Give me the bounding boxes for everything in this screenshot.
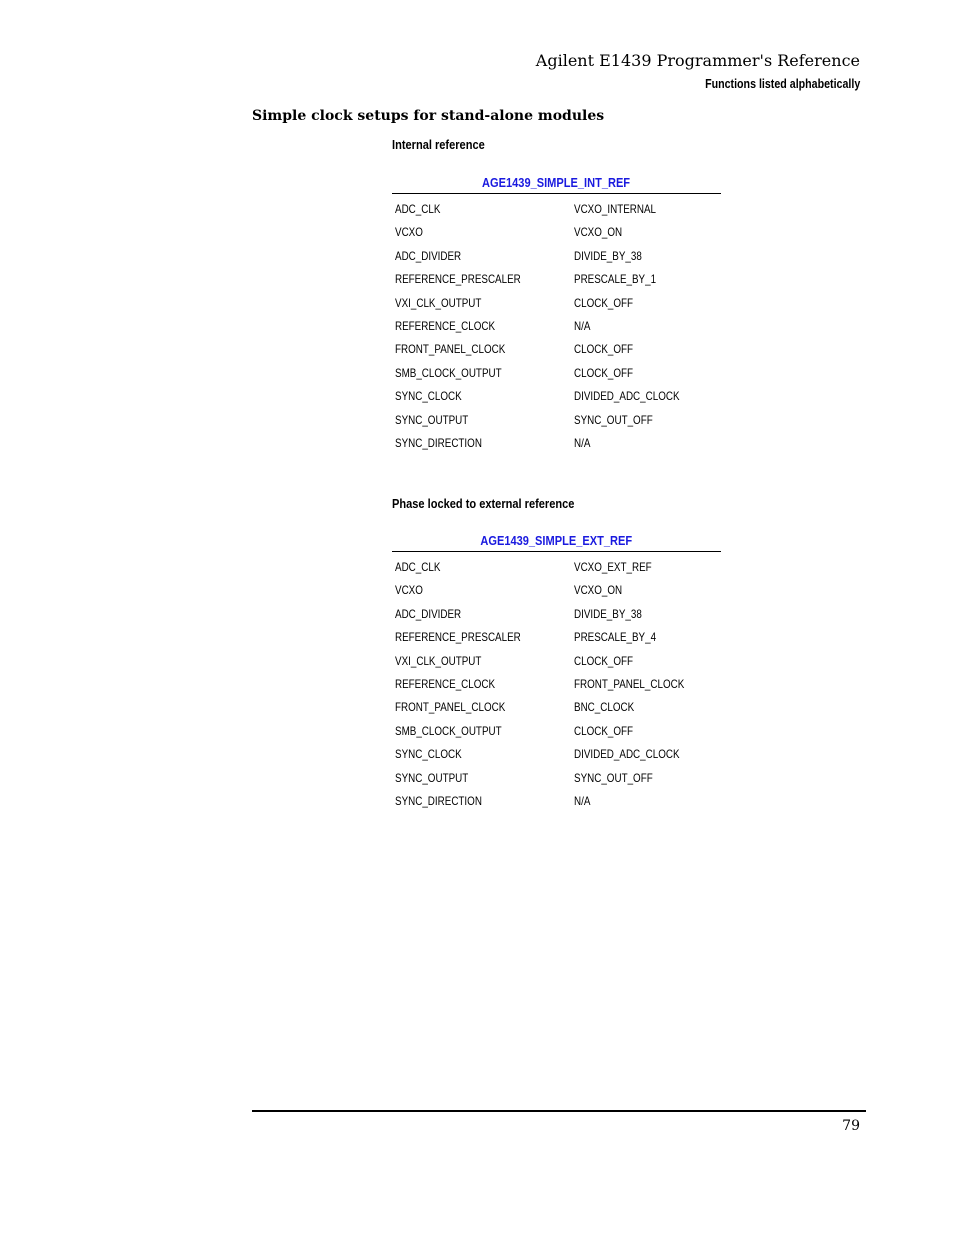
table-row xyxy=(392,245,721,268)
table-row xyxy=(392,409,721,432)
param-value: SYNC_OUT_OFF xyxy=(574,412,653,427)
param-name: REFERENCE_PRESCALER xyxy=(395,630,521,645)
ext-ref-table xyxy=(392,531,721,813)
param-value: N/A xyxy=(574,793,591,808)
param-name: ADC_DIVIDER xyxy=(395,248,462,263)
param-name: FRONT_PANEL_CLOCK xyxy=(395,342,506,357)
param-name: VXI_CLK_OUTPUT xyxy=(395,653,482,668)
param-value: CLOCK_OFF xyxy=(574,295,634,310)
ext-ref-table-title-text: AGE1439_SIMPLE_EXT_REF xyxy=(480,533,633,548)
param-name: ADC_CLK xyxy=(395,560,441,574)
param-name: VXI_CLK_OUTPUT xyxy=(395,295,482,310)
param-value: CLOCK_OFF xyxy=(574,342,634,357)
page-number: 79 xyxy=(842,1118,860,1134)
table-row xyxy=(392,720,721,743)
param-name: SYNC_OUTPUT xyxy=(395,770,469,785)
table-row xyxy=(392,626,721,649)
table-row xyxy=(392,385,721,408)
param-name: REFERENCE_PRESCALER xyxy=(395,272,521,287)
footer-rule xyxy=(252,1110,866,1112)
param-value: SYNC_OUT_OFF xyxy=(574,770,653,785)
running-header-title: Agilent E1439 Programmer's Reference xyxy=(535,51,860,70)
param-name: SMB_CLOCK_OUTPUT xyxy=(395,723,502,738)
param-value: FRONT_PANEL_CLOCK xyxy=(574,676,685,691)
table-row xyxy=(392,556,721,579)
table-row xyxy=(392,673,721,696)
table-row xyxy=(392,650,721,673)
param-value: DIVIDE_BY_38 xyxy=(574,606,642,621)
param-value: DIVIDE_BY_38 xyxy=(574,248,642,263)
param-value: VCXO_ON xyxy=(574,583,623,598)
param-name: REFERENCE_CLOCK xyxy=(395,318,496,333)
int-ref-table-title-text: AGE1439_SIMPLE_INT_REF xyxy=(482,175,631,190)
int-ref-table-title xyxy=(392,173,721,194)
table-row xyxy=(392,743,721,766)
param-value: DIVIDED_ADC_CLOCK xyxy=(574,747,680,762)
running-header-subtitle: Functions listed alphabetically xyxy=(704,76,860,91)
table-row xyxy=(392,767,721,790)
ext-ref-table-title xyxy=(392,531,721,552)
external-reference-heading: Phase locked to external reference xyxy=(392,496,575,511)
param-value: CLOCK_OFF xyxy=(574,723,634,738)
param-value: CLOCK_OFF xyxy=(574,365,634,380)
param-name: VCXO xyxy=(395,583,423,598)
table-row xyxy=(392,603,721,626)
param-name: REFERENCE_CLOCK xyxy=(395,676,496,691)
param-value: VCXO_ON xyxy=(574,225,623,240)
table-row xyxy=(392,292,721,315)
param-value: DIVIDED_ADC_CLOCK xyxy=(574,389,680,404)
table-row xyxy=(392,221,721,244)
param-name: VCXO xyxy=(395,225,423,240)
ext-ref-table-rows xyxy=(392,556,721,813)
param-name: SYNC_OUTPUT xyxy=(395,412,469,427)
param-name: SYNC_DIRECTION xyxy=(395,793,482,808)
param-value: N/A xyxy=(574,435,591,450)
param-name: SMB_CLOCK_OUTPUT xyxy=(395,365,502,380)
int-ref-table xyxy=(392,173,721,455)
param-value: PRESCALE_BY_1 xyxy=(574,272,657,287)
param-value: BNC_CLOCK xyxy=(574,700,635,715)
int-ref-table-rows xyxy=(392,198,721,455)
table-row xyxy=(392,696,721,719)
table-row xyxy=(392,198,721,221)
param-value: CLOCK_OFF xyxy=(574,653,634,668)
table-row xyxy=(392,790,721,813)
param-name: SYNC_CLOCK xyxy=(395,389,462,404)
table-row xyxy=(392,432,721,455)
internal-reference-heading: Internal reference xyxy=(392,137,485,152)
param-value: PRESCALE_BY_4 xyxy=(574,630,657,645)
table-row xyxy=(392,338,721,361)
table-row xyxy=(392,362,721,385)
param-value: VCXO_INTERNAL xyxy=(574,202,657,216)
param-name: FRONT_PANEL_CLOCK xyxy=(395,700,506,715)
table-row xyxy=(392,315,721,338)
param-name: SYNC_DIRECTION xyxy=(395,435,482,450)
section-heading: Simple clock setups for stand-alone modules xyxy=(252,108,605,124)
table-row xyxy=(392,268,721,291)
param-name: ADC_DIVIDER xyxy=(395,606,462,621)
param-value: VCXO_EXT_REF xyxy=(574,560,652,574)
param-name: ADC_CLK xyxy=(395,202,441,216)
param-value: N/A xyxy=(574,318,591,333)
table-row xyxy=(392,579,721,602)
param-name: SYNC_CLOCK xyxy=(395,747,462,762)
